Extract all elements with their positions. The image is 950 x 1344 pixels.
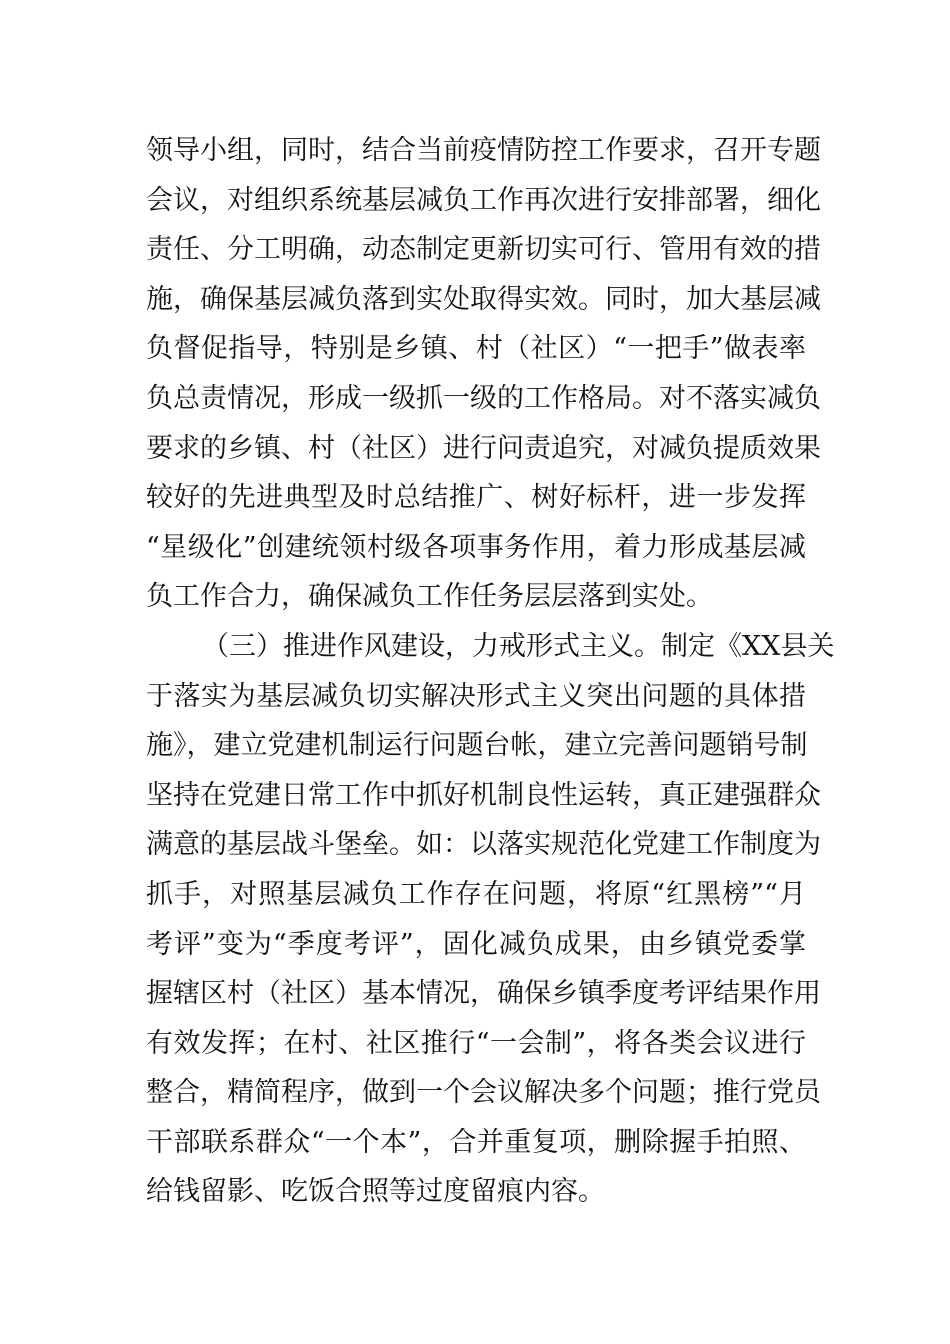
- text-line: 要求的乡镇、村（社区）进行问责追究，对减负提质效果: [146, 432, 821, 464]
- text-line: 抓手，对照基层减负工作存在问题，将原“红黑榜”“月: [146, 878, 806, 910]
- text-line: 施》，建立党建机制运行问题台帐，建立完善问题销号制: [146, 730, 808, 762]
- text-line: 有效发挥；在村、社区推行“一会制”，将各类会议进行: [146, 1027, 806, 1059]
- text-line: 坚持在党建日常工作中抓好机制良性运转，真正建强群众: [146, 779, 821, 811]
- text-line: 施，确保基层减负落到实处取得实效。同时，加大基层减: [146, 283, 821, 315]
- text-line: 握辖区村（社区）基本情况，确保乡镇季度考评结果作用: [146, 978, 821, 1010]
- paragraph-section-three: [146, 622, 835, 1217]
- text-line: 整合，精简程序，做到一个会议解决多个问题；推行党员: [146, 1077, 821, 1109]
- text-line: “星级化”创建统领村级各项事务作用，着力形成基层减: [146, 531, 806, 563]
- text-line: 会议，对组织系统基层减负工作再次进行安排部署，细化: [146, 184, 821, 216]
- text-line: 负工作合力，确保减负工作任务层层落到实处。: [146, 581, 713, 613]
- paragraph-continuation: [146, 126, 821, 622]
- text-line: 干部联系群众“一个本”，合并重复项，删除握手拍照、: [146, 1126, 806, 1158]
- text-line: 负总责情况，形成一级抓一级的工作格局。对不落实减负: [146, 382, 821, 414]
- text-line: 负督促指导，特别是乡镇、村（社区）“一把手”做表率: [146, 333, 806, 365]
- text-line: 领导小组，同时，结合当前疫情防控工作要求，召开专题: [146, 135, 821, 166]
- text-line: 满意的基层战斗堡垒。如：以落实规范化党建工作制度为: [146, 829, 821, 861]
- text-line: 于落实为基层减负切实解决形式主义突出问题的具体措: [146, 680, 806, 712]
- text-line: 责任、分工明确，动态制定更新切实可行、管用有效的措: [146, 234, 821, 266]
- text-line: 给钱留影、吃饭合照等过度留痕内容。: [146, 1176, 605, 1208]
- text-line: 较好的先进典型及时总结推广、树好标杆，进一步发挥: [146, 482, 806, 514]
- text-line: 考评”变为“季度考评”，固化减负成果，由乡镇党委掌: [146, 928, 806, 960]
- document-body: [146, 126, 835, 1217]
- section-heading-line: （三）推进作风建设，力戒形式主义。制定《XX县关: [202, 630, 835, 662]
